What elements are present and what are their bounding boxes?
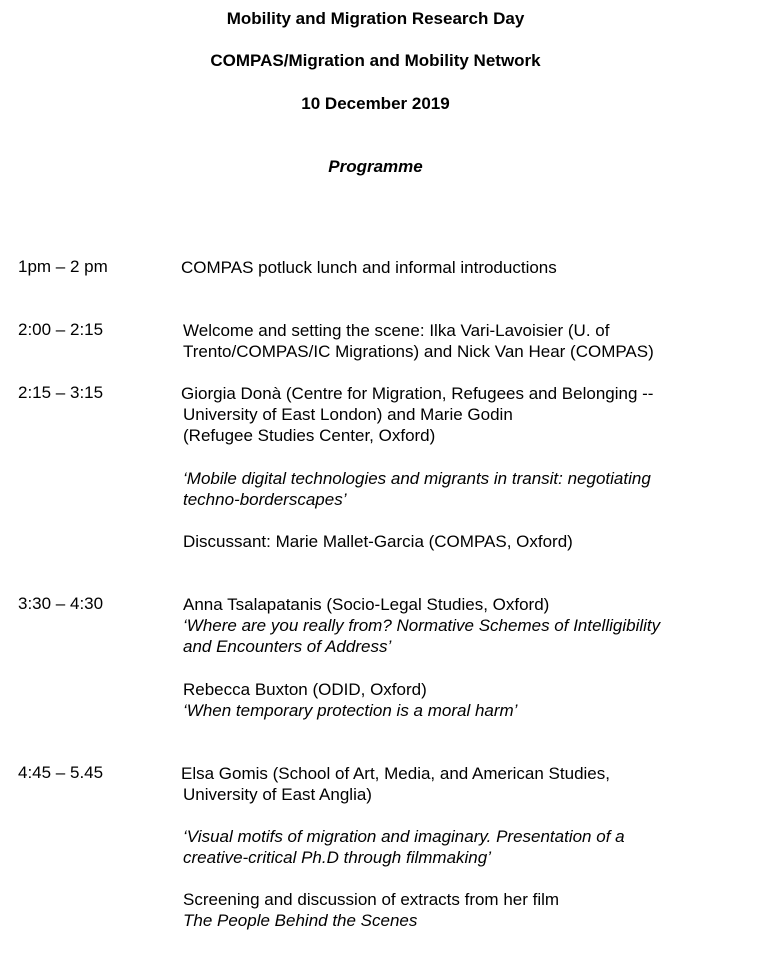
- session-time: 1pm – 2 pm: [18, 257, 108, 276]
- event-subtitle: COMPAS/Migration and Mobility Network: [210, 51, 541, 70]
- talk-title-line: ‘Visual motifs of migration and imaginary. Presentation of a: [183, 827, 625, 846]
- speaker-info: Elsa Gomis (School of Art, Media, and American Studies,: [181, 764, 610, 783]
- session-details: [181, 383, 741, 446]
- session-time: 3:30 – 4:30: [18, 594, 104, 613]
- film-title: The People Behind the Scenes: [183, 911, 418, 930]
- session-time: 4:45 – 5.45: [18, 763, 104, 782]
- discussant: [183, 531, 743, 552]
- session-description: Trento/COMPAS/IC Migrations) and Nick Van Hear (COMPAS): [183, 342, 654, 361]
- speaker-info: (Refugee Studies Center, Oxford): [183, 426, 436, 445]
- talk-title-line: techno-borderscapes’: [183, 490, 347, 509]
- session-description: COMPAS potluck lunch and informal introductions: [181, 258, 557, 277]
- discussant-text: Discussant: Marie Mallet-Garcia (COMPAS, Oxford): [183, 532, 573, 551]
- talk-title-line: creative-critical Ph.D through filmmaking’: [183, 848, 491, 867]
- session-details: [181, 257, 741, 278]
- talk-title: [183, 826, 743, 868]
- screening-info: [183, 889, 743, 931]
- programme-heading: Programme: [328, 157, 423, 176]
- speaker-info: University of East London) and Marie Godin: [183, 405, 513, 424]
- speaker-info: Anna Tsalapatanis (Socio-Legal Studies, Oxford): [183, 595, 550, 614]
- speaker-info: University of East Anglia): [183, 785, 372, 804]
- talk-title-line: and Encounters of Address’: [183, 637, 392, 656]
- session-time: 2:15 – 3:15: [18, 383, 104, 402]
- talk-title-line: ‘When temporary protection is a moral harm’: [183, 701, 518, 720]
- event-title: Mobility and Migration Research Day: [226, 9, 525, 28]
- session-time: 2:00 – 2:15: [18, 320, 104, 339]
- screening-text: Screening and discussion of extracts from her film: [183, 890, 560, 909]
- session-details: [181, 763, 741, 805]
- session-details: [183, 679, 743, 721]
- talk-title: [183, 468, 743, 510]
- event-date: 10 December 2019: [301, 94, 450, 113]
- session-details: [183, 320, 743, 362]
- talk-title-line: ‘Mobile digital technologies and migrants in transit: negotiating: [183, 469, 651, 488]
- session-details: [183, 594, 743, 657]
- speaker-info: Rebecca Buxton (ODID, Oxford): [183, 680, 427, 699]
- talk-title-line: ‘Where are you really from? Normative Schemes of Intelligibility: [183, 616, 661, 635]
- speaker-info: Giorgia Donà (Centre for Migration, Refugees and Belonging --: [181, 384, 654, 403]
- session-description: Welcome and setting the scene: Ilka Vari-Lavoisier (U. of: [183, 321, 610, 340]
